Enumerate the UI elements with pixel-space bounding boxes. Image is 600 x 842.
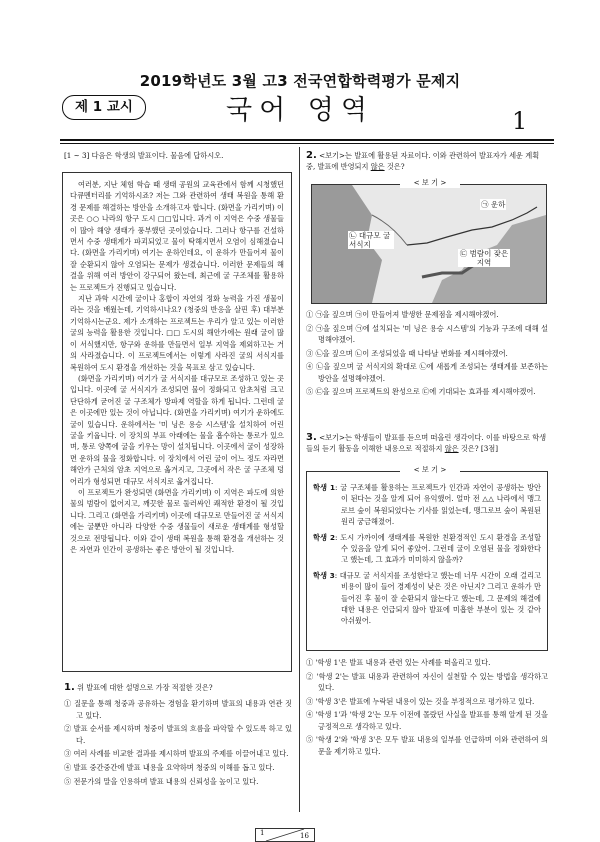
question-stem-end: 것은? [3점] [458, 444, 499, 454]
question-number: 3. [306, 432, 317, 443]
choice-2[interactable]: ② ㉠을 짚으며 ㉠에 설치되는 '미 닝은 용승 시스템'의 기능과 구조에 대해 설명해야겠어. [306, 323, 548, 344]
page-total: 16 [300, 832, 309, 840]
choice-1[interactable]: ① 질문을 통해 청중과 공유하는 경험을 환기하며 발표의 내용과 연관 짓고 있다. [64, 699, 292, 720]
student-box [306, 471, 548, 651]
question-3-stem [306, 432, 548, 455]
map-label-oyster-habitat: ㉡ 대규모 굴 서식지 [348, 231, 394, 249]
box-label: < 보 기 > [400, 465, 460, 475]
question-2-stem [306, 150, 548, 173]
question-stem: <보기>는 발표에 활용된 자료이다. 이와 관련하여 발표자가 세운 계획 중, 발표에 반영되지 [306, 151, 540, 172]
student-3-comment [313, 570, 541, 627]
instructions: [1 ~ 3] 다음은 학생의 발표이다. 물음에 답하시오. [64, 151, 224, 160]
passage-paragraph: 이 프로젝트가 완성되면 (화면을 가리키며) 이 지역은 파도에 의한 물의 범람이 없어지고, 깨끗한 물로 둘러싸인 쾌적한 환경이 될 것입니다. 그리고 (화면을 가리키며) 이곳에 대규모로 만들어진 굴 서식지에는 굴뿐만 아니라 다양한 수중 생물들이 새로운 생태계를 형성할 것으로 전망됩니다. 이와 같이 생태 복원을 통해 환경을 개선하는 것은 자연과 인간이 공생하는 좋은 방안이 될 것입니다. [70, 487, 284, 554]
choice-2[interactable]: ② '학생 2'는 발표 내용과 관련하여 자신이 실천할 수 있는 방법을 생각하고 있다. [306, 671, 548, 692]
page-number: 1 [512, 107, 528, 135]
question-stem: <보기>는 학생들이 발표를 듣으며 떠올린 생각이다. 이를 바탕으로 학생들의 듣기 활동을 이해한 내용으로 적절하지 [306, 433, 547, 454]
student-text: : 대규모 굴 서식지를 조성한다고 했는데 너무 시간이 오래 걸리고 비용이 많이 들어 경제성이 낮은 것은 아닌지? 그리고 운하가 만들어진 후 물이 잘 순환되지 않는다고 했는데, 그 문제의 해결에 대한 내용은 언급되지 않아 발표에 미흡한 부분이 있는 것 같아 아쉬웠어. [334, 570, 541, 626]
choice-1[interactable]: ① ㉠을 짚으며 ㉠이 만들어져 발생한 문제점을 제시해야겠어. [306, 310, 499, 319]
student-1-comment [313, 482, 541, 528]
choice-5[interactable]: ⑤ '학생 2'와 '학생 3'은 모두 발표 내용의 일부를 언급하며 이와 관련하여 의문을 제기하고 있다. [306, 735, 548, 756]
question-stem: 위 발표에 대한 설명으로 가장 적절한 것은? [77, 683, 213, 692]
question-stem-emphasis: 않은 [370, 162, 385, 172]
map-label-flood-area: ㉢ 범람이 잦은 지역 [459, 249, 509, 267]
question-1 [64, 682, 292, 789]
passage-paragraph: 지난 과학 시간에 굴이나 홍합이 자연의 정화 능력을 가진 생물이라는 것을 배웠는데, 기억하시나요? (청중의 반응을 살핀 후) 대부분 기억하시는군요. 제가 소개하는 프로젝트는 우리가 알고 있는 이러한 굴의 능력을 활용한 것입니다. □□ 도시의 해안가에는 원래 굴이 많이 서식했지만, 항구와 운하를 만들면서 일부 지역을 제외하고는 거의 사라졌습니다. 이 프로젝트에서는 이렇게 사라진 굴의 서식지를 복원하여 도시 환경을 개선하는 것을 목표로 삼고 있습니다. [70, 294, 284, 372]
subject-title: 국어 영역 [226, 95, 374, 126]
passage-paragraph: (화면을 가리키며) 여기가 굴 서식지를 대규모로 조성하고 있는 곳입니다. 이곳에 굴 서식지가 조성되면 물이 정화되고 암초처럼 크고 단단하게 굳어진 굴 구조체가 방파제 역할을 하게 됩니다. 그런데 굴은 이곳에만 있는 것이 아닙니다. (화면을 가리키며) 여기가 운하에도 굴이 있습니다. 운하에서는 '미 닝은 용승 시스템'을 설치하여 어린 굴을 키웁니다. 이 장치의 부표 아래에는 물을 흡수하는 통로가 있으며, 통로 양쪽에 굴을 키우는 망이 설치됩니다. 이곳에서 굴이 성장하면 운하의 물을 정화합니다. 이 장치에서 어린 굴이 어느 정도 자라면 해안가 근처의 암초 지역으로 옮겨지고, 그곳에서 작은 굴 구조체 덩어리가 형성되면 대규모 서식지로 옮겨집니다. [70, 373, 284, 486]
page-current: 1 [260, 829, 265, 837]
question-3-choices [306, 657, 548, 759]
choice-4[interactable]: ④ 발표 중간중간에 발표 내용을 요약하며 청중의 이해를 돕고 있다. [64, 763, 275, 772]
choice-2[interactable]: ② 발표 순서를 제시하며 청중이 발표의 흐름을 파악할 수 있도록 하고 있다. [64, 724, 292, 745]
choice-4[interactable]: ④ '학생 1'과 '학생 2'는 모두 이전에 몰랐던 사실을 발표를 통해 알게 된 것을 긍정적으로 생각하고 있다. [306, 710, 548, 731]
question-number: 2. [306, 150, 317, 161]
passage-box [62, 172, 292, 672]
student-text: : 도시 가까이에 생태계를 복원한 친환경적인 도시 환경을 조성할 수 있음을 알게 되어 좋았어. 그런데 굴이 오염된 물을 정화한다고 했는데, 그 효과가 미미하지 않을까? [335, 532, 542, 565]
question-stem-end: 것은? [384, 162, 405, 172]
student-label: 학생 2 [313, 532, 335, 542]
choice-3[interactable]: ③ '학생 3'은 발표에 누락된 내용이 있는 것을 부정적으로 평가하고 있다. [306, 696, 535, 706]
exam-title: 2019학년도 3월 고3 전국연합학력평가 문제지 [139, 72, 461, 90]
student-text: : 굴 구조체를 활용하는 프로젝트가 인간과 자연이 공생하는 방안이 된다는 것을 알게 되어 유익했어. 얼마 전 △△ 나라에서 맹그로브 숲이 복원되었다는 기사를 읽었는데, 맹그로브 숲이 복원된 원리 궁금해졌어. [335, 483, 542, 527]
page-counter [255, 828, 315, 842]
session-badge: 제 1 교시 [62, 95, 146, 120]
choice-5[interactable]: ⑤ ㉢을 짚으며 프로젝트의 완성으로 ㉢에 기대되는 효과를 제시해야겠어. [306, 387, 536, 397]
choice-3[interactable]: ③ 여러 사례를 비교한 결과를 제시하며 발표의 주제를 이끌어내고 있다. [64, 749, 289, 759]
choice-1[interactable]: ① '학생 1'은 발표 내용과 관련 있는 사례를 떠올리고 있다. [306, 658, 491, 667]
map-figure [311, 184, 547, 304]
question-2-choices [306, 309, 548, 400]
question-number: 1. [64, 682, 75, 693]
column-divider [299, 147, 300, 812]
choice-5[interactable]: ⑤ 전문가의 말을 인용하며 발표 내용의 신뢰성을 높이고 있다. [64, 776, 259, 786]
student-label: 학생 3 [313, 570, 335, 580]
header-rule-thin [60, 143, 554, 144]
header-rule-thick [60, 139, 554, 141]
student-label: 학생 1 [313, 483, 335, 492]
map-label-canal: ㉠ 운하 [481, 200, 506, 209]
student-2-comment [313, 532, 541, 566]
box-label: < 보 기 > [400, 178, 460, 188]
question-stem-emphasis: 않은 [444, 444, 459, 454]
passage-paragraph: 여러분, 지난 체험 학습 때 생태 공원의 교육관에서 함께 시청했던 다큐멘터리를 기억하시죠? 저는 그와 관련하여 생태 복원을 통해 환경 문제를 해결하는 방안을 소개하고자 합니다. (화면을 가리키며) 이곳은 ○○ 나라의 항구 도시 □□입니다. 과거 이 지역은 수중 생물들이 많아 해양 생태가 풍부했던 곳이었습니다. 그러나 항구를 건설하면서 수중 생태계가 파괴되었고 물이 탁해지면서 오염이 심해졌습니다. (화면을 가리키며) 여기는 운하인데요, 이 운하가 만들어져 물이 잘 순환되지 않아 오염되는 문제가 생겼습니다. 이러한 문제들의 해결을 위해 여러 방안이 강구되어 왔는데, 최근에 굴 구조체를 활용하는 프로젝트가 진행되고 있습니다. [70, 180, 284, 292]
choice-3[interactable]: ③ ㉡을 짚으며 ㉡이 조성되었을 때 나타날 변화를 제시해야겠어. [306, 348, 508, 358]
choice-4[interactable]: ④ ㉡을 짚으며 굴 서식지의 확대로 ㉡에 새롭게 조성되는 생태계를 보존하는 방안을 설명해야겠어. [306, 362, 548, 383]
